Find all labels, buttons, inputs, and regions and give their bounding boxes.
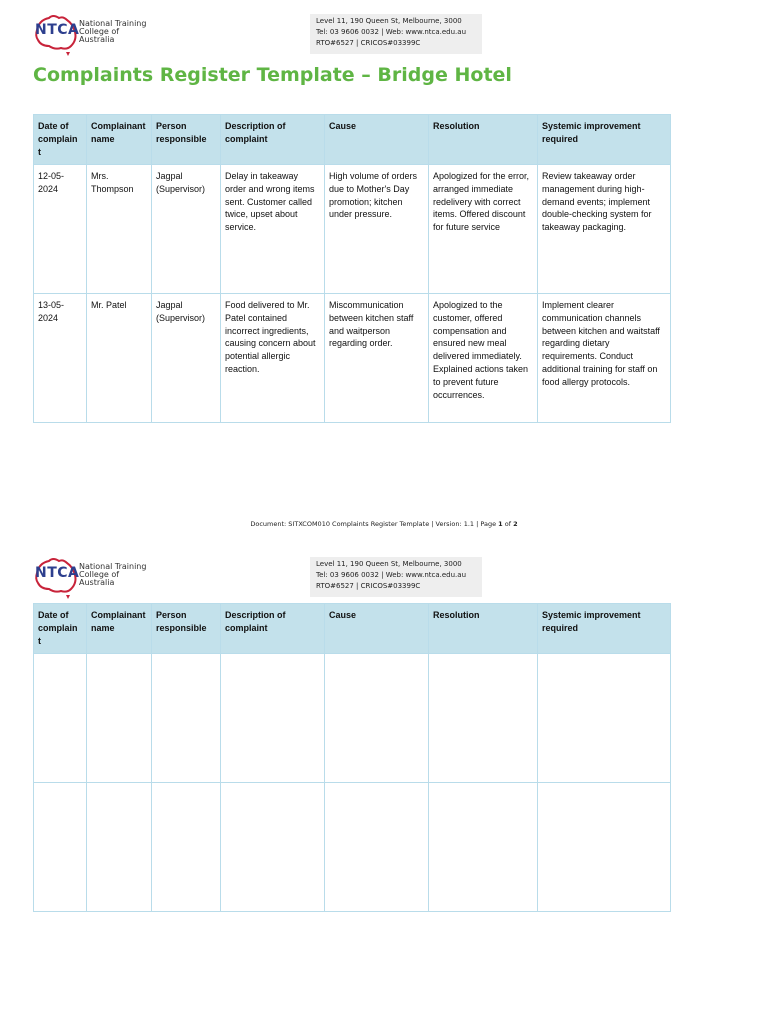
header-resolution: Resolution — [429, 115, 538, 165]
cell-complainant: Mr. Patel — [87, 294, 152, 423]
blank-cell[interactable] — [325, 654, 429, 783]
footer-page-number: 1 — [498, 520, 503, 528]
contact-box — [310, 14, 482, 54]
cell-improvement: Implement clearer communication channels between kitchen and waitstaff regarding dietary requirements. Conduct additional training for staff on food allergy protocols. — [538, 294, 671, 423]
cell-resolution: Apologized for the error, arranged immediate redelivery with correct items. Offered discount for future service — [429, 165, 538, 294]
header-complainant: Complainant name — [87, 604, 152, 654]
blank-cell[interactable] — [34, 654, 87, 783]
page-footer: Document: SITXCOM010 Complaints Register Template | Version: 1.1 | Page 1 of 2 — [250, 520, 518, 528]
cell-date: 13-05-2024 — [34, 294, 87, 423]
table-header-row — [34, 115, 671, 165]
table-row — [34, 165, 671, 294]
contact-line: Tel: 03 9606 0032 | Web: www.ntca.edu.au — [316, 571, 467, 579]
blank-cell[interactable] — [221, 783, 325, 912]
logo-acronym: NTCA — [35, 565, 80, 581]
header-improvement: Systemic improvement required — [538, 115, 671, 165]
contact-line: Tel: 03 9606 0032 | Web: www.ntca.edu.au — [316, 28, 467, 36]
cell-person: Jagpal (Supervisor) — [152, 165, 221, 294]
blank-cell[interactable] — [34, 783, 87, 912]
header-cause: Cause — [325, 604, 429, 654]
complaints-table-blank — [33, 603, 671, 912]
header-date: Date of complain t — [34, 115, 87, 165]
header-date: Date of complain t — [34, 604, 87, 654]
footer-doc-info: Document: SITXCOM010 Complaints Register Template | Version: 1.1 | Page — [250, 520, 499, 528]
ntca-logo — [33, 12, 157, 56]
cell-description: Food delivered to Mr. Patel contained incorrect ingredients, causing concern about potential allergic reaction. — [221, 294, 325, 423]
blank-table-row — [34, 654, 671, 783]
cell-cause: Miscommunication between kitchen staff and waitperson regarding order. — [325, 294, 429, 423]
table-header-row — [34, 604, 671, 654]
rto-line: RTO#6527 | CRICOS#03399C — [316, 582, 421, 590]
rto-line: RTO#6527 | CRICOS#03399C — [316, 39, 421, 47]
blank-cell[interactable] — [221, 654, 325, 783]
header-person: Person responsible — [152, 115, 221, 165]
logo-acronym: NTCA — [35, 22, 80, 38]
cell-date: 12-05-2024 — [34, 165, 87, 294]
header-complainant: Complainant name — [87, 115, 152, 165]
logo-org-name: National Training College of Australia — [79, 562, 147, 587]
footer-page-total: 2 — [513, 520, 518, 528]
header-description: Description of complaint — [221, 115, 325, 165]
header-resolution: Resolution — [429, 604, 538, 654]
cell-complainant: Mrs. Thompson — [87, 165, 152, 294]
cell-cause: High volume of orders due to Mother's Day promotion; kitchen under pressure. — [325, 165, 429, 294]
blank-cell[interactable] — [538, 654, 671, 783]
blank-cell[interactable] — [325, 783, 429, 912]
table-row — [34, 294, 671, 423]
header-improvement: Systemic improvement required — [538, 604, 671, 654]
contact-box — [310, 557, 482, 597]
header-person: Person responsible — [152, 604, 221, 654]
blank-cell[interactable] — [429, 654, 538, 783]
blank-cell[interactable] — [538, 783, 671, 912]
cell-person: Jagpal (Supervisor) — [152, 294, 221, 423]
cell-improvement: Review takeaway order management during high-demand events; implement double-checking system for takeaway packaging. — [538, 165, 671, 294]
blank-table-row — [34, 783, 671, 912]
header-cause: Cause — [325, 115, 429, 165]
logo-org-name: National Training College of Australia — [79, 19, 147, 44]
blank-cell[interactable] — [429, 783, 538, 912]
cell-description: Delay in takeaway order and wrong items sent. Customer called twice, upset about service. — [221, 165, 325, 294]
ntca-logo — [33, 555, 157, 599]
blank-cell[interactable] — [152, 654, 221, 783]
cell-resolution: Apologized to the customer, offered compensation and ensured new meal delivered immediately. Explained actions taken to prevent future occurrences. — [429, 294, 538, 423]
page-title: Complaints Register Template – Bridge Hotel — [33, 64, 512, 86]
blank-cell[interactable] — [152, 783, 221, 912]
complaints-table — [33, 114, 671, 423]
address-line: Level 11, 190 Queen St, Melbourne, 3000 — [316, 560, 462, 568]
blank-cell[interactable] — [87, 654, 152, 783]
blank-cell[interactable] — [87, 783, 152, 912]
address-line: Level 11, 190 Queen St, Melbourne, 3000 — [316, 17, 462, 25]
header-description: Description of complaint — [221, 604, 325, 654]
